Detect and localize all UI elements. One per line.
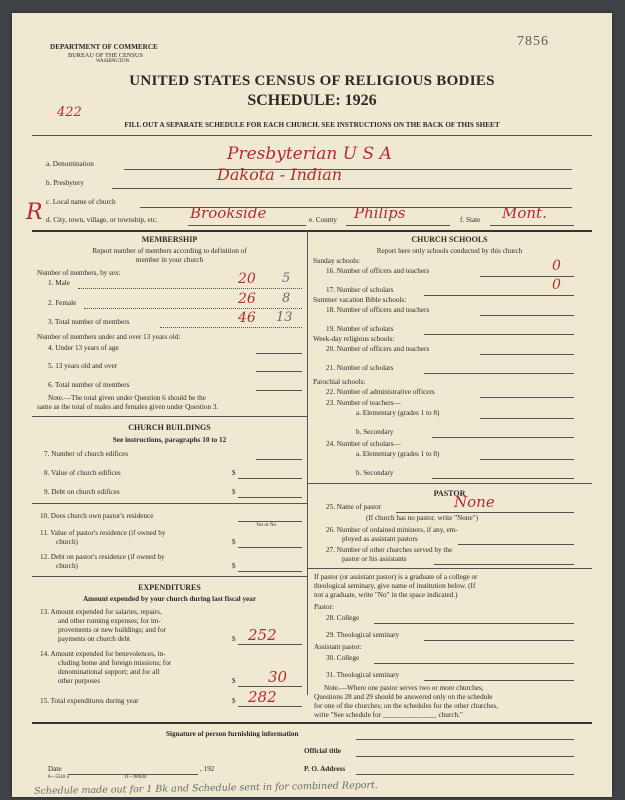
total-value: 46 <box>238 310 256 326</box>
male-value: 20 <box>238 271 256 287</box>
q23b-label: b. Secondary <box>356 428 394 436</box>
r-mark-handwritten: R <box>26 200 43 225</box>
po-address-label: P. O. Address <box>304 765 346 773</box>
official-title-label: Official title <box>304 747 341 755</box>
q23-label: 23. Number of teachers— <box>326 399 401 407</box>
q13-line-4: payments on church debt <box>58 635 131 643</box>
q14-line-3: denominational support; and for all <box>58 668 160 676</box>
q30-label: 30. College <box>326 654 360 662</box>
membership-intro-1: Report number of members according to definition of <box>92 247 247 255</box>
q17-value: 0 <box>552 277 561 293</box>
denomination-line <box>124 169 572 170</box>
form-number-handwritten: 422 <box>57 105 82 120</box>
official-title-line <box>356 756 574 757</box>
schools-rule <box>307 483 592 484</box>
presbytery-value: Dakota - Indian <box>217 165 343 184</box>
q27-label-1: 27. Number of other churches served by the <box>326 546 453 554</box>
q24a-line <box>480 459 574 460</box>
q23a-line <box>480 418 574 419</box>
membership-title: MEMBERSHIP <box>141 235 198 244</box>
print-code-2: 11—90644 <box>124 775 147 780</box>
yes-no-hint: Yes or No <box>256 523 277 528</box>
q14-line <box>238 686 302 687</box>
q19-line <box>424 334 574 335</box>
pastor-sublabel: Pastor: <box>314 603 334 611</box>
q15-dollar: $ <box>232 697 236 705</box>
q22-label: 22. Number of administrative officers <box>326 388 435 396</box>
q30-line <box>374 663 574 664</box>
q24b-label: b. Secondary <box>356 469 394 477</box>
vacation-label: Summer vacation Bible schools: <box>313 296 407 304</box>
over13-label: 5. 13 years old and over <box>48 362 118 370</box>
q24b-line <box>432 478 574 479</box>
q8-label: 8. Value of church edifices <box>44 469 121 477</box>
male-pencil: 5 <box>282 271 291 286</box>
q20-line <box>480 354 574 355</box>
buildings-rule <box>32 576 307 577</box>
q27-label-2: pastor or his assistants <box>342 555 407 563</box>
q10-line <box>238 521 302 522</box>
signature-label: Signature of person furnishing information <box>166 730 299 738</box>
q21-label: 21. Number of scholars <box>326 364 394 372</box>
female-line <box>84 308 302 309</box>
q15-line <box>238 706 302 707</box>
pastor-rule <box>307 568 592 569</box>
q25-line <box>396 512 574 513</box>
q12-dollar: $ <box>232 562 236 570</box>
female-value: 26 <box>238 291 256 307</box>
q20-label: 20. Number of officers and teachers <box>326 345 430 353</box>
membership-rule <box>32 416 307 417</box>
grad-note-1: If pastor (or assistant pastor) is a graduate of a college or <box>314 573 478 581</box>
q13-line-1: 13. Amount expended for salaries, repairs, <box>40 608 162 616</box>
q29-label: 29. Theological seminary <box>326 631 400 639</box>
membership-by-sex: Number of members, by sex: <box>37 269 121 277</box>
q10-label: 10. Does church own pastor's residence <box>40 512 154 520</box>
denomination-value: Presbyterian U S A <box>227 144 392 164</box>
buildings-title: CHURCH BUILDINGS <box>128 423 211 432</box>
schools-title: CHURCH SCHOOLS <box>411 235 488 244</box>
total2-line <box>256 390 302 391</box>
county-line <box>346 225 450 226</box>
q11-dollar: $ <box>232 538 236 546</box>
q13-value: 252 <box>248 626 277 644</box>
date-label: Date <box>48 765 62 773</box>
q28-label: 28. College <box>326 614 360 622</box>
section-rule-bottom <box>32 722 592 724</box>
expenditures-title: EXPENDITURES <box>138 583 201 592</box>
pencil-note: Schedule made out for 1 Bk and Schedule sent in for combined Report. <box>33 780 378 797</box>
q8-line <box>238 478 302 479</box>
q12-label-2: church) <box>56 562 78 570</box>
po-address-line <box>356 774 574 775</box>
male-label: 1. Male <box>48 279 70 287</box>
membership-note-2: same as the total of males and females given under Question 3. <box>37 403 219 411</box>
q27-line <box>434 564 574 565</box>
q9-label: 9. Debt on church edifices <box>44 488 120 496</box>
parochial-label: Parochial schools: <box>313 378 366 386</box>
q16-label: 16. Number of officers and teachers <box>326 267 430 275</box>
membership-intro-2: member in your church <box>135 256 204 264</box>
total-line <box>160 327 302 328</box>
q15-value: 282 <box>248 688 277 706</box>
q12-line <box>238 571 302 572</box>
q13-line-2: and other running expenses; for im- <box>58 617 161 625</box>
q21-line <box>424 373 574 374</box>
q14-line-2: cluding home and foreign missions; for <box>58 659 172 667</box>
age-intro: Number of members under and over 13 years old: <box>37 333 181 341</box>
q25-value: None <box>454 493 495 511</box>
buildings-mid-rule <box>32 503 307 504</box>
q11-label-2: church) <box>56 538 78 546</box>
female-pencil: 8 <box>282 291 291 306</box>
q24a-label: a. Elementary (grades 1 to 8) <box>356 450 440 458</box>
q11-label-1: 11. Value of pastor's residence (if owned by <box>40 529 166 537</box>
over13-line <box>256 371 302 372</box>
city-label: d. City, town, village, or township, etc. <box>46 216 158 224</box>
asst-sublabel: Assistant pastor: <box>314 643 362 651</box>
state-value: Mont. <box>502 204 547 222</box>
female-label: 2. Female <box>48 299 77 307</box>
print-code-1: 6—5518 a <box>48 775 69 780</box>
total-pencil: 13 <box>276 310 293 325</box>
census-form-sheet <box>12 13 612 797</box>
q31-label: 31. Theological seminary <box>326 671 400 679</box>
state-label: f. State <box>460 216 481 224</box>
q18-label: 18. Number of officers and teachers <box>326 306 430 314</box>
q17-label: 17. Number of scholars <box>326 286 394 294</box>
county-label: e. County <box>309 216 337 224</box>
expenditures-subtitle: Amount expended by your church during last fiscal year <box>82 595 257 603</box>
q12-label-1: 12. Debt on pastor's residence (if owned by <box>40 553 165 561</box>
q7-label: 7. Number of church edifices <box>44 450 129 458</box>
male-line <box>78 288 302 289</box>
q9-line <box>238 497 302 498</box>
under13-line <box>256 353 302 354</box>
column-divider <box>307 231 308 695</box>
q16-value: 0 <box>552 258 561 274</box>
q29-line <box>424 640 574 641</box>
denomination-label: a. Denomination <box>46 160 94 168</box>
q22-line <box>480 397 574 398</box>
form-instructions: FILL OUT A SEPARATE SCHEDULE FOR EACH CHURCH. SEE INSTRUCTIONS ON THE BACK OF THIS SHEET <box>124 121 500 129</box>
q14-line-1: 14. Amount expended for benevolences, in- <box>40 650 166 658</box>
q23a-label: a. Elementary (grades 1 to 8) <box>356 409 440 417</box>
q15-label: 15. Total expenditures during year <box>40 697 139 705</box>
q25-label: 25. Name of pastor <box>326 503 382 511</box>
q23b-line <box>432 437 574 438</box>
grad-note-3: not a graduate, write "No" in the space indicated.) <box>314 591 458 599</box>
pastor-title: PASTOR <box>433 489 466 498</box>
form-subtitle: SCHEDULE: 1926 <box>247 92 377 109</box>
q8-dollar: $ <box>232 469 236 477</box>
header-rule <box>32 135 592 136</box>
sunday-label: Sunday schools: <box>313 257 360 265</box>
q26-label-1: 26. Number of ordained ministers, if any, em- <box>326 526 458 534</box>
bureau-label: BUREAU OF THE CENSUS <box>68 52 143 59</box>
department-label: DEPARTMENT OF COMMERCE <box>50 43 158 51</box>
county-value: Philips <box>354 204 406 222</box>
q14-line-4: other purposes <box>58 677 101 685</box>
buildings-subtitle: See instructions, paragraphs 10 to 12 <box>112 436 227 444</box>
q18-line <box>480 315 574 316</box>
q11-line <box>238 547 302 548</box>
q25-note: (If church has no pastor, write "None") <box>366 514 478 522</box>
q14-dollar: $ <box>232 677 236 685</box>
city-label: WASHINGTON <box>96 59 130 64</box>
weekday-label: Week-day religious schools: <box>313 335 395 343</box>
schools-intro: Report here only schools conducted by this church <box>376 247 523 255</box>
total-label: 3. Total number of members <box>48 318 130 326</box>
q9-dollar: $ <box>232 488 236 496</box>
state-line <box>490 225 574 226</box>
q13-dollar: $ <box>232 635 236 643</box>
q17-line <box>424 295 574 296</box>
final-note-4: write "See schedule for _______________ church." <box>314 711 463 719</box>
date-year: , 192 <box>200 765 215 773</box>
q13-line-3: provements or new buildings; and for <box>58 626 166 634</box>
q24-label: 24. Number of scholars— <box>326 440 401 448</box>
membership-note-1: Note.—The total given under Question 6 should be the <box>48 394 206 402</box>
local-name-label: c. Local name of church <box>46 198 116 206</box>
q28-line <box>374 623 574 624</box>
q26-line <box>458 544 574 545</box>
city-value: Brookside <box>190 204 267 222</box>
final-note-1: Note.—Where one pastor serves two or more churches, <box>324 684 484 692</box>
q13-line <box>238 644 302 645</box>
form-title: UNITED STATES CENSUS OF RELIGIOUS BODIES <box>129 73 495 89</box>
stamp-number: 7856 <box>517 34 549 49</box>
q19-label: 19. Number of scholars <box>326 325 394 333</box>
total2-label: 6. Total number of members <box>48 381 130 389</box>
presbytery-label: b. Presbytery <box>46 179 84 187</box>
q26-label-2: ployed as assistant pastors <box>342 535 418 543</box>
signature-line <box>356 739 574 740</box>
grad-note-2: theological seminary, give name of institution below. (If <box>314 582 476 590</box>
under13-label: 4. Under 13 years of age <box>48 344 119 352</box>
section-rule-top <box>32 230 592 232</box>
city-line <box>188 225 306 226</box>
presbytery-line <box>112 188 572 189</box>
final-note-3: for one of the churches; on the schedules for the other churches, <box>314 702 499 710</box>
q14-value: 30 <box>268 668 288 686</box>
q7-line <box>256 459 302 460</box>
q31-line <box>424 680 574 681</box>
final-note-2: Questions 28 and 29 should be answered only on the schedule <box>314 693 493 701</box>
